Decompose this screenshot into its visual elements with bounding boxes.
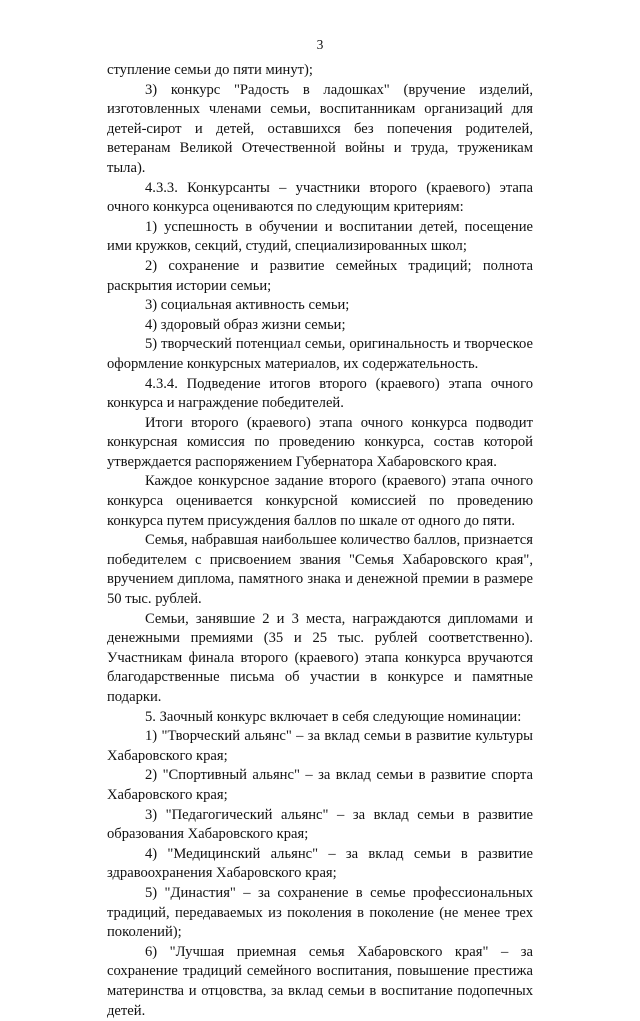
nomination-item-1: 1) "Творческий альянс" – за вклад семьи в развитие культуры Хабаровского края; bbox=[107, 728, 533, 764]
document-body bbox=[107, 61, 533, 1021]
criterion-item-2: 2) сохранение и развитие семейных традиций; полнота раскрытия истории семьи; bbox=[107, 257, 533, 294]
criterion-item-3: 3) социальная активность семьи; bbox=[145, 297, 350, 314]
section-4-3-4: 4.3.4. Подведение итогов второго (краевого) этапа очного конкурса и награждение победителей. bbox=[107, 375, 533, 412]
criterion-item-1: 1) успешность в обучении и воспитании детей, посещение ими кружков, секций, студий, специализированных школ; bbox=[107, 218, 533, 255]
criterion-item-5: 5) творческий потенциал семьи, оригинальность и творческое оформление конкурсных материалов, их содержательность. bbox=[107, 336, 533, 372]
list-item-contest-joy-in-palms: 3) конкурс "Радость в ладошках" (вручение изделий, изготовленных членами семьи, воспитанникам организаций для детей-сирот и детей, оставшихся без попечения родителей, ветеранам Великой Отечественной войны и труда, труженикам тыла). bbox=[107, 81, 533, 176]
section-4-3-3: 4.3.3. Конкурсанты – участники второго (краевого) этапа очного конкурса оцениваются по следующим критериям: bbox=[107, 179, 533, 216]
paragraph-winner: Семья, набравшая наибольшее количество баллов, признается победителем с присвоением звания "Семья Хабаровского края", вручением диплома, памятного знака и денежной премии в размере 50 тыс. рублей. bbox=[107, 532, 533, 608]
page-number: 3 bbox=[316, 37, 324, 52]
paragraph-runners-up: Семьи, занявшие 2 и 3 места, награждаются дипломами и денежными премиями (35 и 25 тыс. рублей соответственно). Участникам финала второго (краевого) этапа конкурса вручаются благодарственные письма об участии в конкурсе и памятные подарки. bbox=[107, 610, 533, 705]
paragraph-scoring: Каждое конкурсное задание второго (краевого) этапа очного конкурса оценивается конкурсной комиссией по проведению конкурса путем присуждения баллов по шкале от одного до пяти. bbox=[107, 473, 533, 529]
nomination-item-4: 4) "Медицинский альянс" – за вклад семьи в развитие здравоохранения Хабаровского края; bbox=[107, 845, 533, 882]
nomination-item-6: 6) "Лучшая приемная семья Хабаровского края" – за сохранение традиций семейного воспитания, повышение престижа материнства и отцовства, за вклад семьи в воспитание подопечных детей. bbox=[107, 943, 533, 1019]
nomination-item-2: 2) "Спортивный альянс" – за вклад семьи в развитие спорта Хабаровского края; bbox=[107, 767, 533, 803]
section-5: 5. Заочный конкурс включает в себя следующие номинации: bbox=[145, 708, 522, 725]
criterion-item-4: 4) здоровый образ жизни семьи; bbox=[145, 316, 346, 333]
paragraph-results: Итоги второго (краевого) этапа очного конкурса подводит конкурсная комиссия по проведению конкурса, состав которой утверждается распоряжением Губернатора Хабаровского края. bbox=[107, 414, 533, 470]
nomination-item-5: 5) "Династия" – за сохранение в семье профессиональных традиций, передаваемых из поколения в поколение (не менее трех поколений); bbox=[107, 884, 533, 941]
paragraph-continuation: ступление семьи до пяти минут); bbox=[107, 62, 313, 78]
nomination-item-3: 3) "Педагогический альянс" – за вклад семьи в развитие образования Хабаровского края; bbox=[107, 806, 533, 843]
